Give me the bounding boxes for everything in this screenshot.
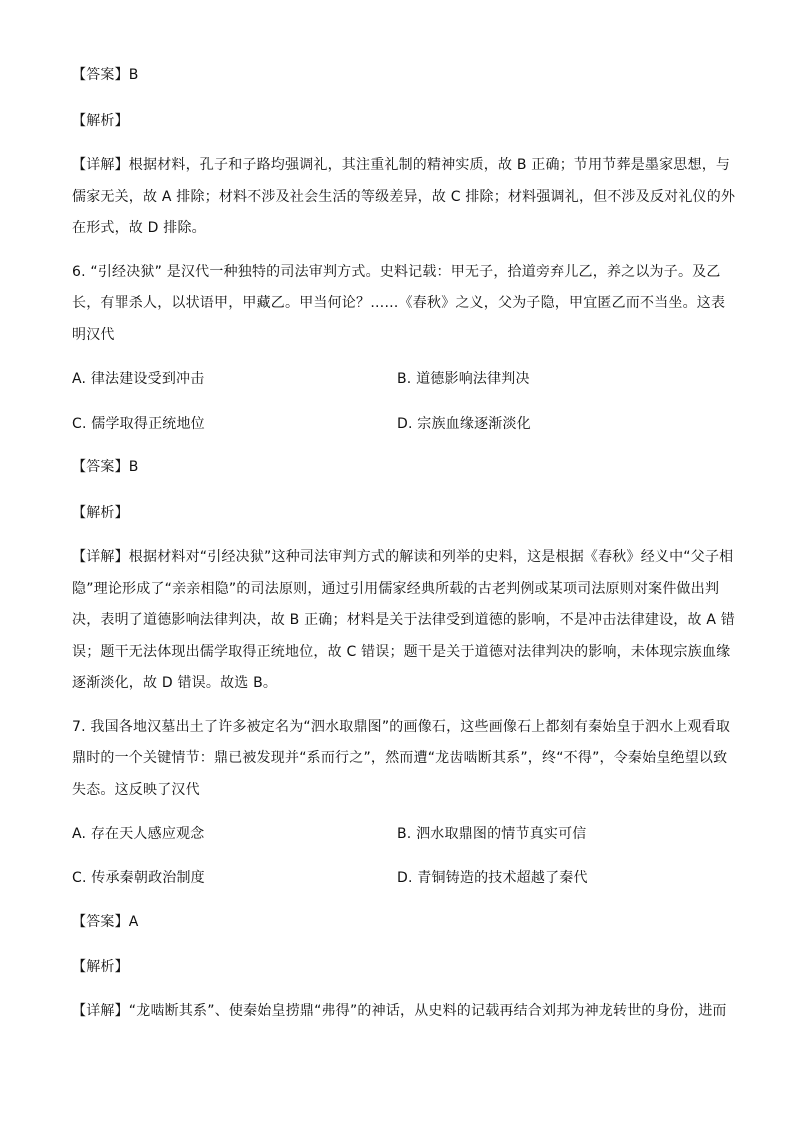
analysis-label: 【解析】 [72,505,129,521]
option-b: B. 泗水取鼎图的情节真实可信 [397,826,587,842]
answer-label: 【答案】B [72,67,139,83]
option-b: B. 道德影响法律判决 [397,371,530,387]
analysis-label: 【解析】 [72,959,129,975]
question-stem-line: 鼎时的一个关键情节：鼎已被发现并“系而行之”，然而遭“龙齿啮断其系”，终“不得”，令秦始皇绝望以致 [72,750,728,766]
detail-line: 在形式，故 D 排除。 [72,220,206,236]
detail-line: 【详解】根据材料，孔子和子路均强调礼，其注重礼制的精神实质，故 B 正确；节用节葬是墨家思想，与 [72,157,731,173]
detail-line: 逐渐淡化，故 D 错误。故选 B。 [72,675,278,691]
option-a: A. 律法建设受到冲击 [72,371,205,387]
question-stem-line: 长，有罪杀人，以状语甲，甲藏乙。甲当何论？……《春秋》之义，父为子隐，甲宜匿乙而不当坐。这表 [72,295,726,311]
analysis-label: 【解析】 [72,113,129,129]
option-a: A. 存在天人感应观念 [72,826,205,842]
option-d: D. 宗族血缘逐渐淡化 [397,416,531,432]
detail-line: 【详解】根据材料对“引经决狱”这种司法审判方式的解读和列举的史料，这是根据《春秋》经义中“父子相 [72,549,734,565]
answer-label: 【答案】B [72,459,139,475]
question-stem-line: 失态。这反映了汉代 [72,782,200,798]
detail-line: 儒家无关，故 A 排除；材料不涉及社会生活的等级差异，故 C 排除；材料强调礼，但不涉及反对礼仪的外 [72,189,736,205]
detail-line: 【详解】“龙啮断其系”、使秦始皇捞鼎“弗得”的神话，从史料的记载再结合刘邦为神龙转世的身份，进而 [72,1003,727,1019]
detail-line: 决，表明了道德影响法律判决，故 B 正确；材料是关于法律受到道德的影响，不是冲击法律建设，故 A 错 [72,612,735,628]
question-stem-line: 7. 我国各地汉墓出土了许多被定名为“泗水取鼎图”的画像石，这些画像石上都刻有秦始皇于泗水上观看取 [72,719,731,735]
question-stem-line: 明汉代 [72,327,115,343]
detail-line: 误；题干无法体现出儒学取得正统地位，故 C 错误；题干是关于道德对法律判决的影响，未体现宗族血缘 [72,644,731,660]
option-d: D. 青铜铸造的技术超越了秦代 [397,870,588,886]
option-c: C. 传承秦朝政治制度 [72,870,205,886]
detail-line: 隐”理论形成了“亲亲相隐”的司法原则，通过引用儒家经典所载的古老判例或某项司法原则对案件做出判 [72,581,720,597]
question-stem-line: 6. “引经决狱” 是汉代一种独特的司法审判方式。史料记载：甲无子，拾道旁弃儿乙，养之以为子。及乙 [72,264,721,280]
answer-label: 【答案】A [72,914,139,930]
option-c: C. 儒学取得正统地位 [72,416,205,432]
